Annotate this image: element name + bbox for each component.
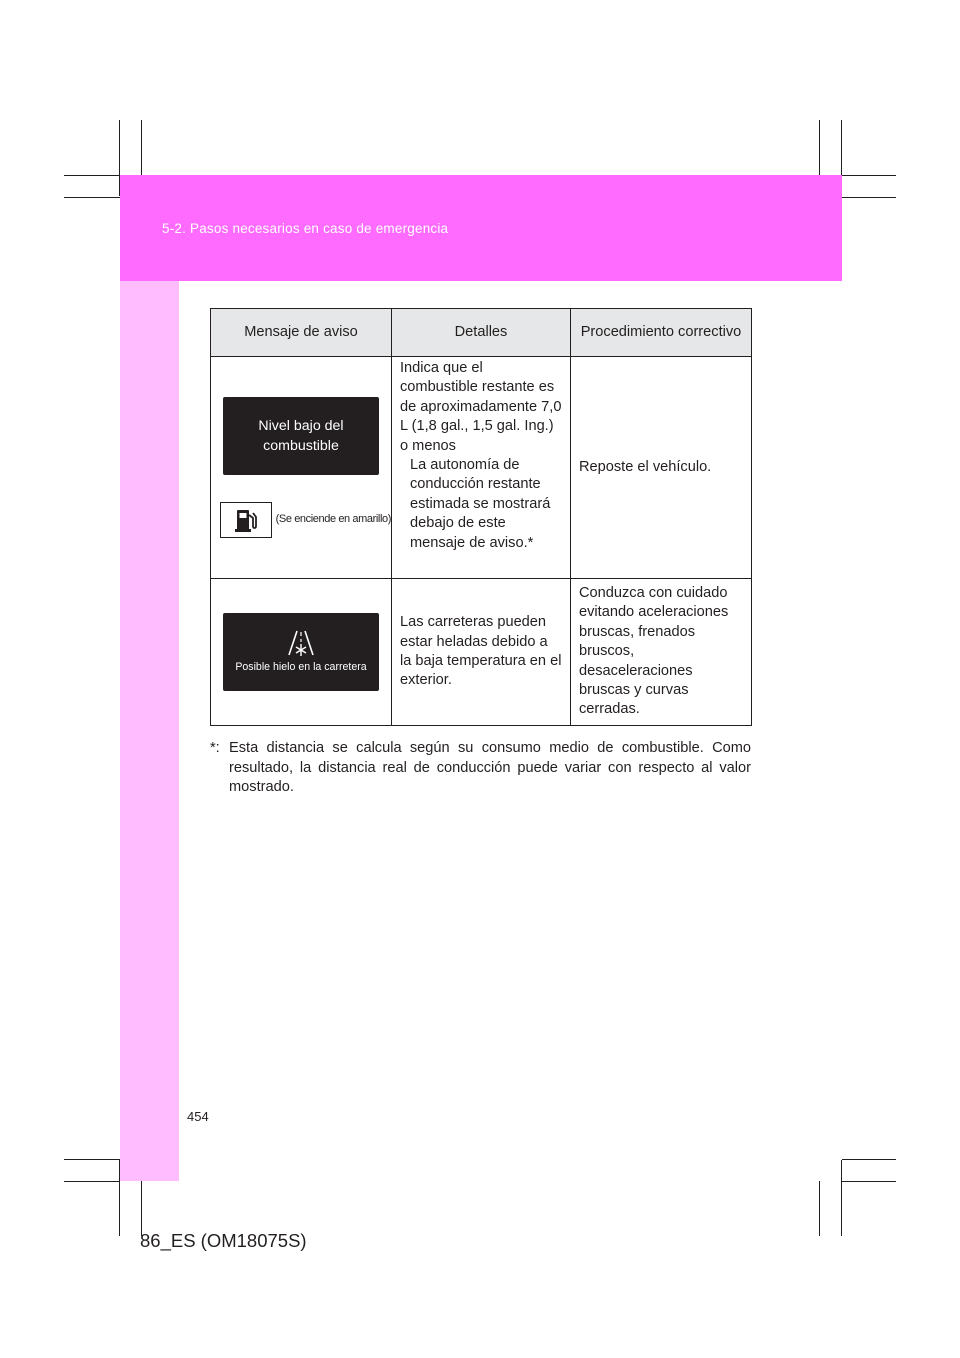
crop-mark xyxy=(141,1181,142,1236)
page-number: 454 xyxy=(187,1109,209,1124)
low-fuel-display xyxy=(223,397,379,475)
procedure-cell: Reposte el vehículo. xyxy=(571,357,752,579)
crop-mark xyxy=(842,175,896,176)
crop-mark xyxy=(842,1159,896,1160)
column-header: Procedimiento correctivo xyxy=(571,309,752,357)
crop-mark xyxy=(64,197,120,198)
display-message-text: Nivel bajo del combustible xyxy=(258,418,344,454)
crop-mark xyxy=(64,1181,120,1182)
crop-mark xyxy=(842,197,896,198)
side-tab-strip xyxy=(120,281,179,1181)
light-note: (Se enciende en amarillo) xyxy=(275,513,391,526)
display-message-text: Posible hielo en la carretera xyxy=(235,661,367,674)
footnote xyxy=(210,739,751,798)
crop-mark xyxy=(842,1181,896,1182)
warning-message-cell xyxy=(211,579,392,726)
details-cell xyxy=(392,357,571,579)
column-header: Mensaje de aviso xyxy=(211,309,392,357)
document-code: 86_ES (OM18075S) xyxy=(140,1230,307,1251)
warning-message-table xyxy=(210,308,752,726)
details-subtext: La autonomía de conducción restante estimada se mostrará debajo de este mensaje de aviso.* xyxy=(410,457,551,551)
crop-mark xyxy=(64,175,120,176)
details-text: Indica que el combustible restante es de aproximadamente 7,0 L (1,8 gal., 1,5 gal. Ing.) o menos xyxy=(400,360,562,454)
details-cell: Las carreteras pueden estar heladas debido a la baja temperatura en el exterior. xyxy=(392,579,571,726)
fuel-pump-icon xyxy=(220,502,272,538)
column-header: Detalles xyxy=(392,309,571,357)
table-row xyxy=(211,579,752,726)
road-ice-display xyxy=(223,613,379,691)
road-ice-icon xyxy=(286,629,316,659)
crop-mark xyxy=(819,1181,820,1236)
procedure-cell: Conduzca con cuidado evitando aceleraciones bruscas, frenados bruscos, desaceleraciones bruscas y curvas cerradas. xyxy=(571,579,752,726)
warning-message-cell xyxy=(211,357,392,579)
crop-mark xyxy=(841,1160,842,1236)
fuel-warning-light xyxy=(220,502,391,538)
table-header-row xyxy=(211,309,752,357)
crop-mark xyxy=(64,1159,120,1160)
section-title: 5-2. Pasos necesarios en caso de emergencia xyxy=(162,221,449,236)
table-row xyxy=(211,357,752,579)
footnote-text: Esta distancia se calcula según su consumo medio de combustible. Como resultado, la distancia real de conducción puede variar con respecto al valor mostrado. xyxy=(229,740,751,796)
footnote-mark: *: xyxy=(210,740,220,756)
